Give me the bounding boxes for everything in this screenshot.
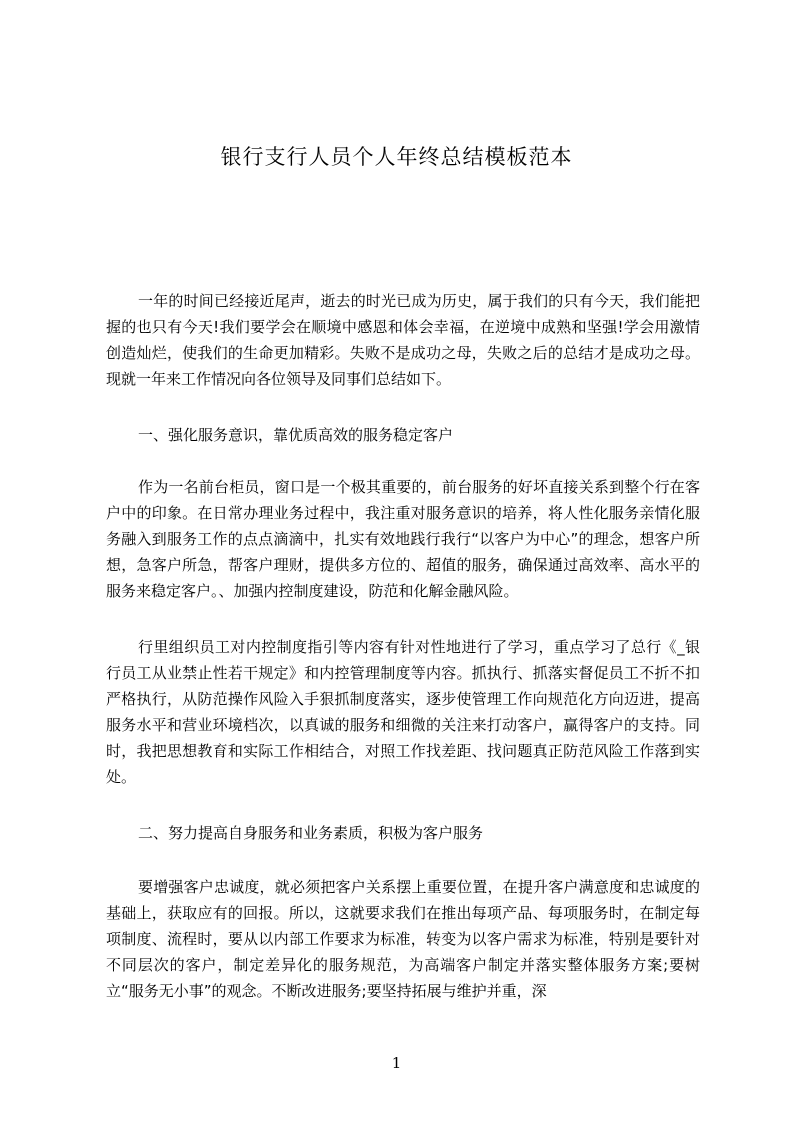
paragraph-3-block [106,874,700,1004]
document-title: 银行支行人员个人年终总结模板范本 [220,145,573,169]
heading-1-block [106,422,700,448]
section-heading-2: 二、努力提高自身服务和业务素质，积极为客户服务 [138,824,484,842]
section-heading-1: 一、强化服务意识，靠优质高效的服务稳定客户 [138,426,454,444]
body-paragraph-2: 行里组织员工对内控制度指引等内容有针对性地进行了学习，重点学习了总行《_银行员工从业禁止性若干规定》和内控管理制度等内容。抓执行、抓落实督促员工不折不扣严格执行，从防范操作风险入手狠抓制度落实，逐步使管理工作向规范化方向迈进，提高服务水平和营业环境档次，以真诚的服务和细微的关注来打动客户，赢得客户的支持。同时，我把思想教育和实际工作相结合，对照工作找差距、找问题真正防范风险工作落到实处。 [106,638,700,786]
heading-2-block [106,820,700,846]
body-paragraph-1: 作为一名前台柜员，窗口是一个极其重要的，前台服务的好坏直接关系到整个行在客户中的印象。在日常办理业务过程中，我注重对服务意识的培养，将人性化服务亲情化服务融入到服务工作的点点滴滴中，扎实有效地践行我行“以客户为中心”的理念，想客户所想，急客户所急，帮客户理财，提供多方位的、超值的服务，确保通过高效率、高水平的服务来稳定客户。、加强内控制度建设，防范和化解金融风险。 [106,478,700,600]
paragraph-1-block [106,474,700,604]
body-paragraph-3: 要增强客户忠诚度，就必须把客户关系摆上重要位置，在提升客户满意度和忠诚度的基础上，获取应有的回报。所以，这就要求我们在推出每项产品、每项服务时，在制定每项制度、流程时，要从以内部工作要求为标准，转变为以客户需求为标准，特别是要针对不同层次的客户，制定差异化的服务规范，为高端客户制定并落实整体服务方案;要树立“服务无小事”的观念。不断改进服务;要坚持拓展与维护并重，深 [106,878,700,1000]
page-number: 1 [391,1054,402,1072]
intro-paragraph-block [106,288,700,392]
paragraph-2-block [106,634,700,790]
intro-paragraph: 一年的时间已经接近尾声，逝去的时光已成为历史，属于我们的只有今天，我们能把握的也只有今天!我们要学会在顺境中感恩和体会幸福，在逆境中成熟和坚强!学会用激情创造灿烂，使我们的生命更加精彩。失败不是成功之母，失败之后的总结才是成功之母。现就一年来工作情况向各位领导及同事们总结如下。 [106,292,700,388]
